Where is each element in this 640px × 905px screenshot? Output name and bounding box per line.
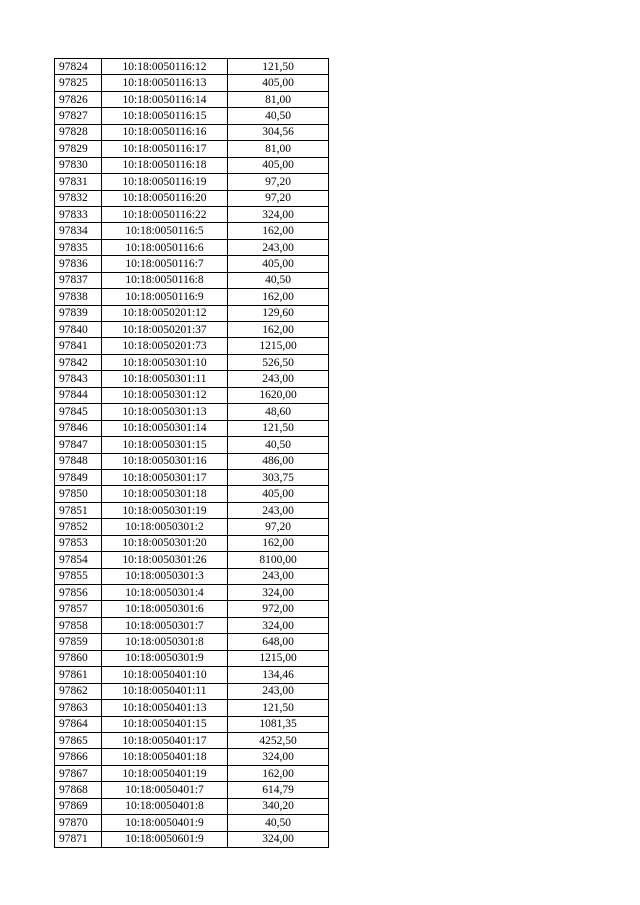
value-cell: 134,46: [228, 667, 329, 683]
cadastral-number-cell: 10:18:0050116:7: [102, 256, 228, 272]
cadastral-number-cell: 10:18:0050301:3: [102, 568, 228, 584]
cadastral-number-cell: 10:18:0050116:20: [102, 190, 228, 206]
row-number-cell: 97828: [55, 124, 102, 140]
row-number-cell: 97855: [55, 568, 102, 584]
row-number-cell: 97849: [55, 469, 102, 485]
table-row: [55, 437, 329, 453]
table-row: [55, 765, 329, 781]
cadastral-number-cell: 10:18:0050116:16: [102, 124, 228, 140]
table-row: [55, 502, 329, 518]
cadastral-number-cell: 10:18:0050301:12: [102, 387, 228, 403]
value-cell: 40,50: [228, 815, 329, 831]
row-number-cell: 97842: [55, 354, 102, 370]
cadastral-number-cell: 10:18:0050116:14: [102, 91, 228, 107]
row-number-cell: 97852: [55, 519, 102, 535]
cadastral-number-cell: 10:18:0050116:22: [102, 206, 228, 222]
table-row: [55, 732, 329, 748]
row-number-cell: 97840: [55, 322, 102, 338]
value-cell: 97,20: [228, 519, 329, 535]
table-row: [55, 322, 329, 338]
cadastral-number-cell: 10:18:0050401:8: [102, 798, 228, 814]
cadastral-number-cell: 10:18:0050116:19: [102, 174, 228, 190]
row-number-cell: 97858: [55, 617, 102, 633]
value-cell: 162,00: [228, 535, 329, 551]
row-number-cell: 97857: [55, 601, 102, 617]
row-number-cell: 97861: [55, 667, 102, 683]
value-cell: 40,50: [228, 108, 329, 124]
table-row: [55, 749, 329, 765]
value-cell: 162,00: [228, 223, 329, 239]
row-number-cell: 97867: [55, 765, 102, 781]
table-row: [55, 206, 329, 222]
table-row: [55, 190, 329, 206]
row-number-cell: 97833: [55, 206, 102, 222]
table-row: [55, 519, 329, 535]
table-row: [55, 716, 329, 732]
cadastral-number-cell: 10:18:0050301:11: [102, 371, 228, 387]
cadastral-number-cell: 10:18:0050301:26: [102, 552, 228, 568]
value-cell: 40,50: [228, 437, 329, 453]
cadastral-number-cell: 10:18:0050116:8: [102, 272, 228, 288]
table-row: [55, 305, 329, 321]
row-number-cell: 97853: [55, 535, 102, 551]
cadastral-number-cell: 10:18:0050401:18: [102, 749, 228, 765]
cadastral-number-cell: 10:18:0050401:13: [102, 700, 228, 716]
table-row: [55, 798, 329, 814]
cadastral-number-cell: 10:18:0050401:9: [102, 815, 228, 831]
cadastral-number-cell: 10:18:0050116:17: [102, 141, 228, 157]
table-row: [55, 782, 329, 798]
table-row: [55, 108, 329, 124]
table-row: [55, 617, 329, 633]
row-number-cell: 97859: [55, 634, 102, 650]
value-cell: 243,00: [228, 371, 329, 387]
table-row: [55, 75, 329, 91]
row-number-cell: 97834: [55, 223, 102, 239]
value-cell: 121,50: [228, 420, 329, 436]
row-number-cell: 97824: [55, 59, 102, 75]
value-cell: 324,00: [228, 831, 329, 847]
value-cell: 97,20: [228, 174, 329, 190]
value-cell: 8100,00: [228, 552, 329, 568]
table-row: [55, 59, 329, 75]
row-number-cell: 97825: [55, 75, 102, 91]
value-cell: 243,00: [228, 502, 329, 518]
value-cell: 1215,00: [228, 338, 329, 354]
row-number-cell: 97844: [55, 387, 102, 403]
value-cell: 972,00: [228, 601, 329, 617]
table-row: [55, 601, 329, 617]
value-cell: 243,00: [228, 568, 329, 584]
cadastral-number-cell: 10:18:0050301:16: [102, 453, 228, 469]
value-cell: 129,60: [228, 305, 329, 321]
row-number-cell: 97864: [55, 716, 102, 732]
value-cell: 486,00: [228, 453, 329, 469]
table-row: [55, 420, 329, 436]
table-row: [55, 535, 329, 551]
cadastral-number-cell: 10:18:0050301:19: [102, 502, 228, 518]
table-row: [55, 174, 329, 190]
cadastral-number-cell: 10:18:0050116:13: [102, 75, 228, 91]
value-cell: 324,00: [228, 585, 329, 601]
value-cell: 4252,50: [228, 732, 329, 748]
cadastral-number-cell: 10:18:0050301:7: [102, 617, 228, 633]
table-row: [55, 223, 329, 239]
table-row: [55, 683, 329, 699]
cadastral-number-cell: 10:18:0050201:37: [102, 322, 228, 338]
row-number-cell: 97871: [55, 831, 102, 847]
row-number-cell: 97850: [55, 486, 102, 502]
value-cell: 405,00: [228, 256, 329, 272]
value-cell: 303,75: [228, 469, 329, 485]
cadastral-number-cell: 10:18:0050301:14: [102, 420, 228, 436]
cadastral-number-cell: 10:18:0050301:15: [102, 437, 228, 453]
table-row: [55, 486, 329, 502]
table-row: [55, 387, 329, 403]
cadastral-number-cell: 10:18:0050116:9: [102, 289, 228, 305]
value-cell: 1081,35: [228, 716, 329, 732]
cadastral-number-cell: 10:18:0050201:73: [102, 338, 228, 354]
row-number-cell: 97831: [55, 174, 102, 190]
value-cell: 40,50: [228, 272, 329, 288]
row-number-cell: 97870: [55, 815, 102, 831]
row-number-cell: 97832: [55, 190, 102, 206]
cadastral-number-cell: 10:18:0050301:8: [102, 634, 228, 650]
table-row: [55, 338, 329, 354]
cadastral-number-cell: 10:18:0050116:5: [102, 223, 228, 239]
row-number-cell: 97862: [55, 683, 102, 699]
table-row: [55, 256, 329, 272]
table-row: [55, 552, 329, 568]
table-row: [55, 815, 329, 831]
value-cell: 614,79: [228, 782, 329, 798]
cadastral-number-cell: 10:18:0050401:17: [102, 732, 228, 748]
value-cell: 121,50: [228, 700, 329, 716]
value-cell: 1215,00: [228, 650, 329, 666]
table-row: [55, 239, 329, 255]
row-number-cell: 97841: [55, 338, 102, 354]
table-row: [55, 124, 329, 140]
row-number-cell: 97830: [55, 157, 102, 173]
cadastral-value-table: [54, 58, 329, 848]
row-number-cell: 97836: [55, 256, 102, 272]
table-body: [55, 59, 329, 848]
value-cell: 1620,00: [228, 387, 329, 403]
row-number-cell: 97851: [55, 502, 102, 518]
value-cell: 405,00: [228, 486, 329, 502]
row-number-cell: 97843: [55, 371, 102, 387]
row-number-cell: 97860: [55, 650, 102, 666]
row-number-cell: 97848: [55, 453, 102, 469]
cadastral-number-cell: 10:18:0050301:13: [102, 404, 228, 420]
table-row: [55, 650, 329, 666]
value-cell: 81,00: [228, 141, 329, 157]
cadastral-number-cell: 10:18:0050301:17: [102, 469, 228, 485]
cadastral-number-cell: 10:18:0050401:7: [102, 782, 228, 798]
table-row: [55, 831, 329, 847]
row-number-cell: 97856: [55, 585, 102, 601]
value-cell: 162,00: [228, 289, 329, 305]
cadastral-number-cell: 10:18:0050116:15: [102, 108, 228, 124]
cadastral-number-cell: 10:18:0050401:11: [102, 683, 228, 699]
row-number-cell: 97827: [55, 108, 102, 124]
table-row: [55, 354, 329, 370]
cadastral-number-cell: 10:18:0050301:2: [102, 519, 228, 535]
value-cell: 324,00: [228, 617, 329, 633]
cadastral-number-cell: 10:18:0050301:9: [102, 650, 228, 666]
value-cell: 324,00: [228, 749, 329, 765]
cadastral-number-cell: 10:18:0050116:12: [102, 59, 228, 75]
cadastral-number-cell: 10:18:0050401:10: [102, 667, 228, 683]
cadastral-number-cell: 10:18:0050116:6: [102, 239, 228, 255]
value-cell: 81,00: [228, 91, 329, 107]
value-cell: 405,00: [228, 157, 329, 173]
table-row: [55, 371, 329, 387]
table-row: [55, 634, 329, 650]
table-row: [55, 289, 329, 305]
table-row: [55, 272, 329, 288]
value-cell: 243,00: [228, 683, 329, 699]
cadastral-number-cell: 10:18:0050401:15: [102, 716, 228, 732]
cadastral-number-cell: 10:18:0050301:18: [102, 486, 228, 502]
table-row: [55, 568, 329, 584]
cadastral-number-cell: 10:18:0050301:6: [102, 601, 228, 617]
row-number-cell: 97865: [55, 732, 102, 748]
row-number-cell: 97868: [55, 782, 102, 798]
table-row: [55, 141, 329, 157]
cadastral-number-cell: 10:18:0050601:9: [102, 831, 228, 847]
table-row: [55, 667, 329, 683]
value-cell: 97,20: [228, 190, 329, 206]
row-number-cell: 97838: [55, 289, 102, 305]
value-cell: 526,50: [228, 354, 329, 370]
cadastral-number-cell: 10:18:0050401:19: [102, 765, 228, 781]
row-number-cell: 97829: [55, 141, 102, 157]
table-row: [55, 453, 329, 469]
cadastral-number-cell: 10:18:0050116:18: [102, 157, 228, 173]
cadastral-number-cell: 10:18:0050201:12: [102, 305, 228, 321]
row-number-cell: 97869: [55, 798, 102, 814]
table-row: [55, 700, 329, 716]
table-row: [55, 91, 329, 107]
row-number-cell: 97826: [55, 91, 102, 107]
value-cell: 340,20: [228, 798, 329, 814]
row-number-cell: 97854: [55, 552, 102, 568]
value-cell: 324,00: [228, 206, 329, 222]
value-cell: 243,00: [228, 239, 329, 255]
value-cell: 648,00: [228, 634, 329, 650]
value-cell: 48,60: [228, 404, 329, 420]
table-row: [55, 469, 329, 485]
row-number-cell: 97866: [55, 749, 102, 765]
row-number-cell: 97835: [55, 239, 102, 255]
row-number-cell: 97846: [55, 420, 102, 436]
value-cell: 121,50: [228, 59, 329, 75]
value-cell: 304,56: [228, 124, 329, 140]
value-cell: 405,00: [228, 75, 329, 91]
row-number-cell: 97837: [55, 272, 102, 288]
table-row: [55, 404, 329, 420]
cadastral-number-cell: 10:18:0050301:4: [102, 585, 228, 601]
row-number-cell: 97839: [55, 305, 102, 321]
row-number-cell: 97845: [55, 404, 102, 420]
table-row: [55, 585, 329, 601]
row-number-cell: 97863: [55, 700, 102, 716]
cadastral-number-cell: 10:18:0050301:10: [102, 354, 228, 370]
value-cell: 162,00: [228, 322, 329, 338]
value-cell: 162,00: [228, 765, 329, 781]
row-number-cell: 97847: [55, 437, 102, 453]
table-row: [55, 157, 329, 173]
cadastral-number-cell: 10:18:0050301:20: [102, 535, 228, 551]
